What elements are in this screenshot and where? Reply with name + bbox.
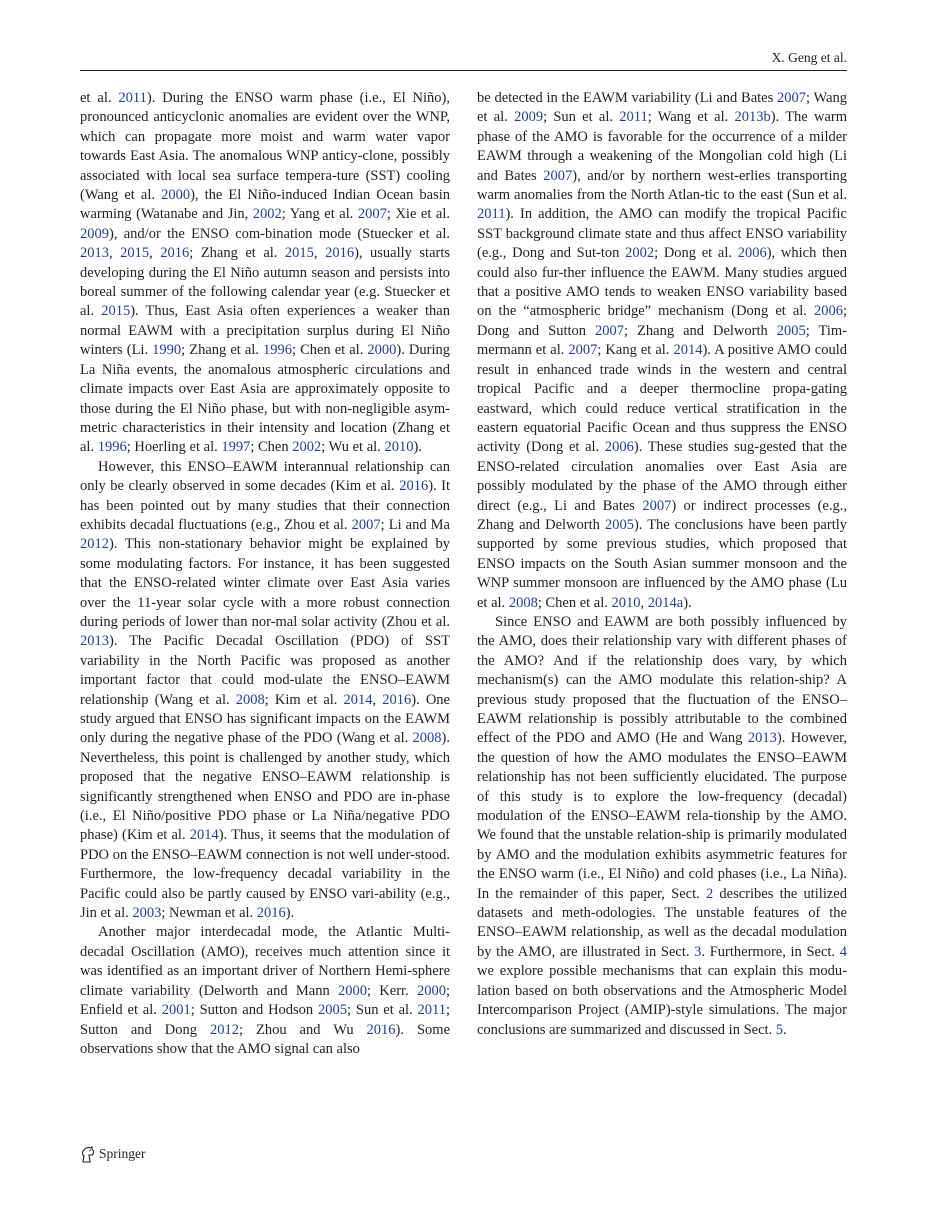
citation-link[interactable]: 2000 — [367, 342, 397, 359]
citation-link[interactable]: 2016 — [325, 245, 355, 262]
citation-link[interactable]: 2 — [705, 885, 714, 902]
right-column — [477, 89, 847, 1040]
citation-link[interactable]: 2010 — [611, 594, 641, 611]
citation-link[interactable]: 2016 — [160, 245, 190, 262]
citation-link[interactable]: 1990 — [152, 342, 182, 359]
springer-horse-icon — [80, 1146, 95, 1163]
citation-link[interactable]: 2006 — [604, 439, 634, 456]
citation-link[interactable]: 2009 — [514, 109, 544, 126]
citation-link[interactable]: 2007 — [642, 497, 672, 514]
citation-link[interactable]: 2007 — [543, 167, 573, 184]
citation-link[interactable]: 2014 — [189, 827, 219, 844]
citation-link[interactable]: 2007 — [357, 206, 387, 223]
citation-link[interactable]: 2011 — [477, 206, 506, 223]
citation-link[interactable]: 2006 — [737, 245, 767, 262]
citation-link[interactable]: 2006 — [813, 303, 843, 320]
citation-link[interactable]: 2007 — [568, 342, 598, 359]
citation-link[interactable]: 2016 — [399, 478, 429, 495]
citation-link[interactable]: 2012 — [80, 536, 109, 553]
page-footer — [80, 1145, 146, 1163]
citation-link[interactable]: 2001 — [161, 1002, 191, 1019]
citation-link[interactable]: 2000 — [161, 187, 191, 204]
citation-link[interactable]: 2016 — [382, 691, 412, 708]
citation-link[interactable]: 2005 — [604, 516, 634, 533]
citation-link[interactable]: 2007 — [595, 322, 625, 339]
citation-link[interactable]: 2002 — [252, 206, 282, 223]
citation-link[interactable]: 2007 — [351, 516, 381, 533]
citation-link[interactable]: 2012 — [209, 1021, 239, 1038]
citation-link[interactable]: 2011 — [118, 90, 147, 106]
paragraph: However, this ENSO–EAWM interannual relationship can only be clearly observed in some decades (Kim et al. 2016). It has been pointed out by many studies that their connection exhibits decadal fluctuations (e.g., Zhou et al. 2007; Li and Ma 2012). This non-stationary behavior might be explained by some modulating factors. For instance, it has been suggested that the ENSO-related winter climate over East Asia varies over the 11-year solar cycle with a more robust connection during periods of lower than nor-mal solar activity (Zhou et al. 2013). The Pacific Decadal Oscillation (PDO) of SST variability in the North Pacific was proposed as another important factor that could mod-ulate the ENSO–EAWM relationship (Wang et al. 2008; Kim et al. 2014, 2016). One study argued that ENSO has significant impacts on the EAWM only during the negative phase of the PDO (Wang et al. 2008). Nevertheless, this point is challenged by another study, which proposed that the negative ENSO–EAWM relationship is significantly strengthened when ENSO and PDO are in-phase (i.e., El Niño/positive PDO phase or La Niña/negative PDO phase) (Kim et al. 2014). Thus, it seems that the modulation of PDO on the ENSO–EAWM connection is not well under-stood. Furthermore, the low-frequency decadal variability in the Pacific could also be partly caused by ENSO vari-ability (e.g., Jin et al. 2003; Newman et al. 2016). — [80, 458, 450, 922]
citation-link[interactable]: 2007 — [777, 90, 807, 106]
citation-link[interactable]: 2016 — [256, 905, 286, 922]
citation-link[interactable]: 4 — [839, 943, 847, 960]
citation-link[interactable]: 2015 — [120, 245, 150, 262]
citation-link[interactable]: 2014 — [343, 691, 373, 708]
citation-link[interactable]: 2014 — [673, 342, 703, 359]
citation-link[interactable]: 2011 — [619, 109, 648, 126]
citation-link[interactable]: 2003 — [132, 905, 162, 922]
paragraph: be detected in the EAWM variability (Li and Bates 2007; Wang et al. 2009; Sun et al. 2011; Wang et al. 2013b). The warm phase of the AMO is favorable for the occurrence of a milder EAWM through a weakening of the Mongolian cold high (Li and Bates 2007), and/or by northern west-erlies transporting warm anomalies from the North Atlan-tic to the east (Sun et al. 2011). In addition, the AMO can modify the tropical Pacific SST background climate state and thus affect ENSO variability (e.g., Dong and Sut-ton 2002; Dong et al. 2006), which then could also fur-ther influence the EAWM. Many studies argued that a positive AMO tends to weaken ENSO variability based on the “atmospheric bridge” mechanism (Dong et al. 2006; Dong and Sutton 2007; Zhang and Delworth 2005; Tim-mermann et al. 2007; Kang et al. 2014). A positive AMO could result in enhanced trade winds in the western and central tropical Pacific and a deeper thermocline propa-gating eastward, which could reduce vertical stratification in the eastern equatorial Pacific Ocean and thus suppress the ENSO activity (Dong et al. 2006). These studies sug-gested that the ENSO-related circulation anomalies over East Asia are possibly modulated by the phase of the AMO through either direct (e.g., Li and Bates 2007) or indirect processes (e.g., Zhang and Delworth 2005). The conclusions have been partly supported by some previous studies, which proposed that ENSO impacts on the South Asian summer monsoon and the WNP summer monsoon are influenced by the AMO phase (Lu et al. 2008; Chen et al. 2010, 2014a). — [477, 90, 848, 611]
citation-link[interactable]: 2002 — [292, 439, 322, 456]
citation-link[interactable]: 2015 — [101, 303, 131, 320]
citation-link[interactable]: 2005 — [318, 1002, 348, 1019]
paragraph: Another major interdecadal mode, the Atlantic Multi-decadal Oscillation (AMO), receives much attention since it was identified as an important driver of Northern Hemi-sphere climate variability (Delworth and Mann 2000; Kerr. 2000; Enfield et al. 2001; Sutton and Hodson 2005; Sun et al. 2011; Sutton and Dong 2012; Zhou and Wu 2016). Some observations show that the AMO signal can also — [80, 924, 451, 1057]
citation-link[interactable]: 2011 — [417, 1002, 446, 1019]
citation-link[interactable]: 2008 — [235, 691, 265, 708]
paragraph: Since ENSO and EAWM are both possibly influenced by the AMO, does their relationship vary with different phases of the AMO? And if the relationship does vary, by which mechanism(s) can the AMO modulate this relation-ship? A previous study proposed that the fluctuation of the ENSO–EAWM relationship is possibly attributable to the combined effect of the PDO and AMO (He and Wang 2013). However, the question of how the AMO modulates the ENSO–EAWM relationship has not been sufficiently elucidated. The purpose of this study is to explore the low-frequency (decadal) modulation of the ENSO–EAWM rela-tionship by the AMO. We found that the unstable relation-ship is primarily modulated by AMO and the modulation exhibits asymmetric features for the ENSO warm (i.e., El Niño) and cold phases (i.e., La Niña). In the remainder of this paper, Sect. 2 describes the utilized datasets and meth-odologies. The unstable features of the ENSO–EAWM relationship, as well as the decadal modulation by the AMO, are illustrated in Sect. 3. Furthermore, in Sect. 4 we explore possible mechanisms that can explain this modu-lation based on both observations and the Atmospheric Model Intercomparison Project (AMIP)-style simulations. The major conclusions are summarized and discussed in Sect. 5. — [477, 613, 847, 1038]
citation-link[interactable]: 2005 — [776, 322, 806, 339]
citation-link[interactable]: 1996 — [97, 439, 127, 456]
citation-link[interactable]: 2013 — [80, 245, 109, 262]
citation-link[interactable]: 2000 — [338, 982, 367, 999]
citation-link[interactable]: 1996 — [262, 342, 292, 359]
citation-link[interactable]: 2002 — [625, 245, 655, 262]
citation-link[interactable]: 5 — [775, 1021, 784, 1038]
running-header — [80, 50, 847, 71]
citation-link[interactable]: 3 — [694, 943, 702, 960]
citation-link[interactable]: 2000 — [416, 982, 446, 999]
citation-link[interactable]: 1997 — [221, 439, 251, 456]
paragraph: et al. 2011). During the ENSO warm phase (i.e., El Niño), pronounced anticyclonic anomalies are evident over the WNP, which can propagate more moist and warm water vapor towards East Asia. The anomalous WNP anticy-clone, possibly associated with local sea surface tempera-ture (SST) cooling (Wang et al. 2000), the El Niño-induced Indian Ocean basin warming (Watanabe and Jin, 2002; Yang et al. 2007; Xie et al. 2009), and/or the ENSO com-bination mode (Stuecker et al. 2013, 2015, 2016; Zhang et al. 2015, 2016), usually starts developing during the El Niño autumn season and persists into boreal summer of the following calendar year (e.g. Stuecker et al. 2015). Thus, East Asia often experiences a weaker than normal EAWM with a precipitation surplus during El Niño winters (Li. 1990; Zhang et al. 1996; Chen et al. 2000). During La Niña events, the anomalous atmospheric circulations and climate impacts over East Asia are approximately opposite to those during the El Niño phase, but with non-negligible asym-metric characteristics in their intensity and location (Zhang et al. 1996; Hoerling et al. 1997; Chen 2002; Wu et al. 2010). — [80, 90, 451, 456]
citation-link[interactable]: 2008 — [412, 730, 442, 747]
citation-link[interactable]: 2013b — [734, 109, 771, 126]
citation-link[interactable]: 2008 — [508, 594, 538, 611]
citation-link[interactable]: 2015 — [284, 245, 314, 262]
running-head-author: X. Geng et al. — [771, 50, 847, 65]
citation-link[interactable]: 2009 — [80, 225, 109, 242]
citation-link[interactable]: 2013 — [747, 730, 777, 747]
citation-link[interactable]: 2016 — [366, 1021, 396, 1038]
left-column — [80, 89, 450, 1059]
publisher-name: Springer — [99, 1146, 146, 1161]
citation-link[interactable]: 2010 — [384, 439, 414, 456]
citation-link[interactable]: 2013 — [80, 633, 109, 650]
citation-link[interactable]: 2014a — [647, 594, 684, 611]
